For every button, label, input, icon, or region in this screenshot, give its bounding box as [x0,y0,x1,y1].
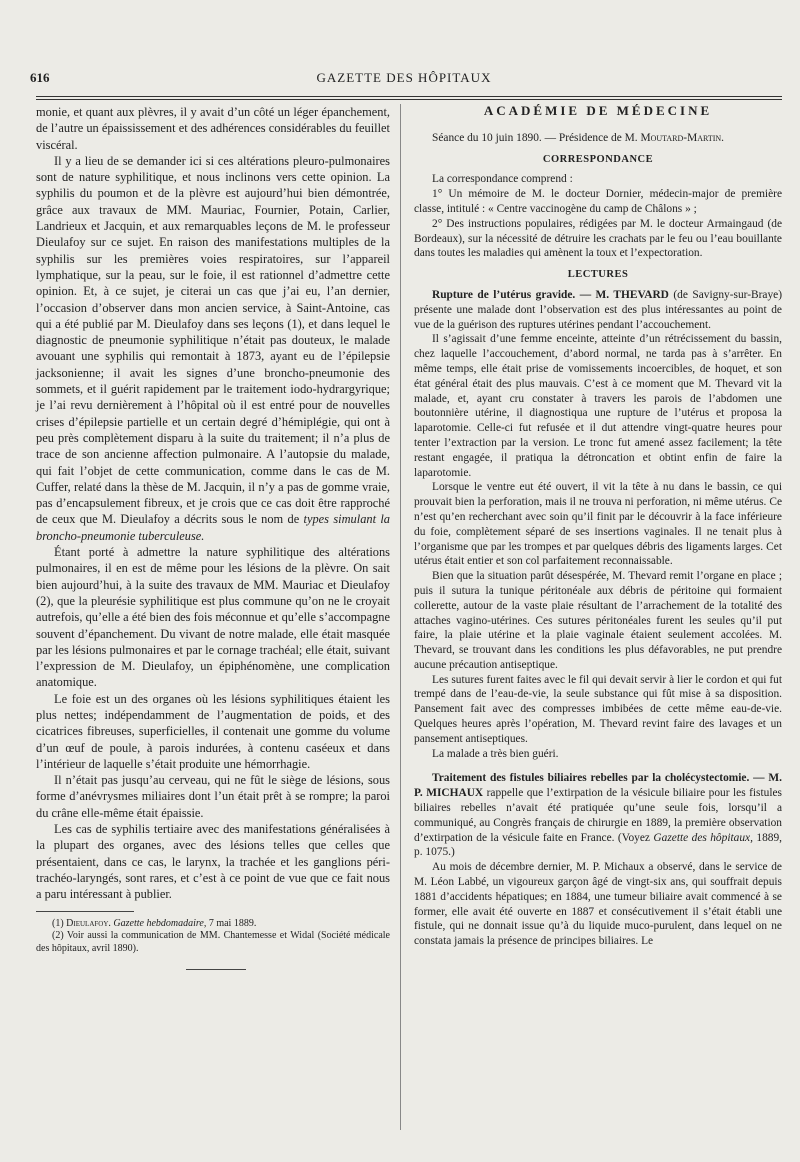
footnote-journal: Gazette hebdomadaire, [113,917,207,929]
italic-phrase: types simulant la broncho-pneumonie tuberculeuse. [36,512,390,543]
paragraph: Étant porté à admettre la nature syphilitique des altérations pulmonaires, il en est de même pour les lésions de la plèvre. On sait bien aujourd’hui, à la suite des travaux de MM. Mauriac et Dieulafoy (2), que la pleurésie syphilitique est plus commune qu’on ne le croyait autrefois, qu’elle a été bien des fois méconnue et qu’elle s’accompagne souvent d’épanchement. Du vivant de notre malade, elle était masquée par les lésions pulmonaires et par le cornage trachéal; elle était, suivant l’expression de M. Dieulafoy, un épiphénomène, une complication anatomique. [36,545,390,690]
article-author: — M. THEVARD [575,288,669,301]
section-heading: ACADÉMIE DE MÉDECINE [483,103,713,118]
italic-phrase: Gazette des hôpitaux, [653,831,753,844]
header-rule-top [36,96,782,97]
paragraph: Il n’était pas jusqu’au cerveau, qui ne fût le siège de lésions, sous forme d’anévrysmes miliaires dont l’un était prêt à se rompre; la paroi du crâne elle-même était épaissie. [36,773,390,820]
footnote-2: (2) Voir aussi la communication de MM. Chantemesse et Widal (Société médicale des hôpitaux, avril 1890). [36,930,390,954]
footnote-rule [36,911,134,912]
paragraph [414,288,782,332]
paragraph-text: (de Savigny-sur-Braye) présente une malade dont l’observation est des plus intéressantes au point de vue de la guérison des ruptures utérines pendant l’accouchement. [414,288,782,331]
president-name: Moutard-Martin. [640,131,725,144]
article-author: — M. P. MICHAUX [414,772,782,800]
paragraph-text: 1889, p. 1075.) [414,831,783,859]
end-rule [186,969,246,970]
paragraph: Il s’agissait d’une femme enceinte, atteinte d’un rétrécissement du bassin, chez laquelle l’accouchement, d’abord normal, ne tarda pas à s’arrêter. En même temps, elle était prise de vomissements incoercibles, de hoquet, et son état général était des plus mauvais. C’est à ce moment que M. Thevard vit la malade, et, ayant cru constater à travers les parois de l’abdomen une boutonnière utérine, il diagnostiqua une rupture de l’utérus et proposa la laparotomie. Celle-ci fut refusée et il dut attendre vingt-quatre heures pour tenter l’extraction par la version. Le tronc fut amené assez facilement; la tête restant engagée, il pratiqua la détroncation et obtint enfin de faire la laparotomie. [414,333,782,479]
right-column [414,104,782,949]
paragraph-text: Il y a lieu de se demander ici si ces altérations pleuro-pulmonaires sont de nature syphilitique, et nous inclinons vers cette opinion. La syphilis du poumon et de la plèvre est aujourd’hui bien démontrée, grâce aux travaux de MM. Mauriac, Fournier, Potain, Carlier, Landrieux et Jacquin, et aux remarquables leçons de M. le professeur Dieulafoy sur ce sujet. En raison des manifestations multiples de la syphilis sur les premières voies respiratoires, sur l’appareil lymphatique, sur la peau, sur le foie, il est rationnel d’admettre cette opinion. Et, à ce sujet, je citerai un cas que j’ai eu, l’an dernier, l’occasion d’observer dans mon ancien service, à Saint-Antoine, cas qui a été publié par M. Dieulafoy dans ses leçons (1), et dans lequel le diagnostic de pneumonie syphilitique n’était pas douteux, le malade avouant une syphilis qui remontait à 1873, ayant eu de l’épilepsie jacksonienne; il avait les signes d’une broncho-pneumonie des sommets, et il guérit rapidement par le traitement iodo-hydrargyrique; je l’ai revu dernièrement à l’hôpital où il est entré pour de nouvelles crises d’épilepsie partielle et un certain degré d’hémiplégie, qui ont à peu près complètement disparu à la suite du traitement; il n’a plus de trace de son ancienne affection pulmonaire. A l’autopsie du malade, qui fait l’objet de cette communication, comme dans le cas de M. Cuffer, relaté dans la thèse de M. Jacquin, il n’y a pas de gomme vraie, pas d’encapsulement fibreux, et je crois que ce cas doit être rapproché de ceux que M. Dieulafoy a décrits sous le nom de [36,153,390,527]
paragraph [414,771,782,860]
column-separator [400,104,401,1130]
paragraph: La correspondance comprend : [432,173,573,186]
page-number: 616 [30,70,50,85]
footnote-author: Dieulafoy. [66,917,111,929]
paragraph: La malade a très bien guéri. [432,747,559,760]
running-title: GAZETTE DES HÔPITAUX [316,70,492,85]
paragraph: 1° Un mémoire de M. le docteur Dornier, médecin-major de première classe, intitulé : « Centre vaccinogène du camp de Châlons » ; [414,188,782,215]
paragraph: Lorsque le ventre eut été ouvert, il vit la tête à nu dans le bassin, ce qui prouvait bien la perforation, mais il ne trouva ni perforation, ni même utérus. Ce n’est qu’en recherchant avec soin qu’il finit par le découvrir à la face inférieure du foie, complètement séparé de ses insertions vaginales. Il ne tenait plus à l’organisme que par les trompes et par quelques débris des ligaments larges. Cet utérus était entier et son col parfaitement reconnaissable. [414,481,782,568]
paragraph: 2° Des instructions populaires, rédigées par M. le docteur Armaingaud (de Bordeaux), sur la nécessité de détruire les crachats par le feu ou l’eau bouillante dans toutes les maladies qui amènent la toux et l’expectoration. [414,217,782,260]
paragraph: Les cas de syphilis tertiaire avec des manifestations généralisées à la plupart des organes, avec des lésions telles que celles que présentaient, dans ce cas, le larynx, la trachée et les ganglions péri-trachéo-laryngés, sont rares, et c’est à ce point de vue que ce fait nous a paru intéressant à publier. [36,822,390,902]
page-header [28,70,780,88]
seance-text: Séance du 10 juin 1890. — Présidence de M. [432,131,641,144]
footnote-1: (1) Dieulafoy. Gazette hebdomadaire, 7 mai 1889. [52,917,257,929]
paragraph: Le foie est un des organes où les lésions syphilitiques étaient les plus nettes; indépendamment de l’augmentation de poids, et des cicatrices fibreuses, superficielles, il contenait une gomme du volume d’un œuf de poule, à parois indurées, à contenu caséeux et dans l’intérieur de laquelle s’était produite une hémorrhagie. [36,691,390,771]
header-rule-bottom [36,99,782,100]
article-title: Rupture de l’utérus gravide. [432,288,576,301]
left-column [36,104,390,970]
footnote-date: 7 mai 1889. [206,917,257,929]
subheading-correspondance: CORRESPONDANCE [542,153,654,165]
paragraph: Les sutures furent faites avec le fil qui devait servir à lier le cordon et qui fut trempé dans de l’eau-de-vie, la seule substance qui fût mise à sa disposition. Pansement fait avec des compresses imbibées de cette même eau-de-vie. Quelques heures après l’opération, M. Thevard revint faire des lavages et un pansement antiseptiques. [414,673,782,745]
seance-line [414,131,782,146]
article-title: Traitement des fistules biliaires rebelles par la cholécystectomie. [432,772,750,785]
paragraph: monie, et quant aux plèvres, il y avait d’un côté un léger épanchement, de l’autre un épaississement et des adhérences considérables du feuillet viscéral. [36,105,390,152]
paragraph: Au mois de décembre dernier, M. P. Michaux a observé, dans le service de M. Léon Labbé, un vigoureux garçon âgé de vingt-six ans, qui souffrait depuis 1881 d’accidents hépatiques; en 1884, une tumeur biliaire avait commencé à se former, elle avait été ouverte en 1887 et consécutivement il s’était établi une fistule, qui ne donnait issue qu’à du liquide muco-purulent, dans lequel on ne constata jamais la présence de principes biliaires. Le [414,861,782,948]
paragraph [36,153,390,544]
subheading-lectures: LECTURES [567,269,629,281]
paragraph: Bien que la situation parût désespérée, M. Thevard remit l’organe en place ; puis il sutura la tunique péritonéale aux débris de péritoine qui formaient collerette, autour de la vaste plaie résultant de l’arrachement de la totalité des attaches vagino-utérines. Ces sutures péritonéales furent les seules qu’il put faire, la plaie utérine et la plaie vaginale étaient seulement accolées. M. Thevard, se trouvant dans les conditions les plus défavorables, ne put prendre aucune précaution antiseptique. [414,570,782,671]
paragraph-text: rappelle que l’extirpation de la vésicule biliaire pour les fistules biliaires rebelles n’avait été pratiquée qu’une seule fois, lorsqu’il a communiqué, au Congrès français de chirurgie en 1889, la première observation d’extirpation de la vésicule faite en France. (Voyez [414,787,782,844]
